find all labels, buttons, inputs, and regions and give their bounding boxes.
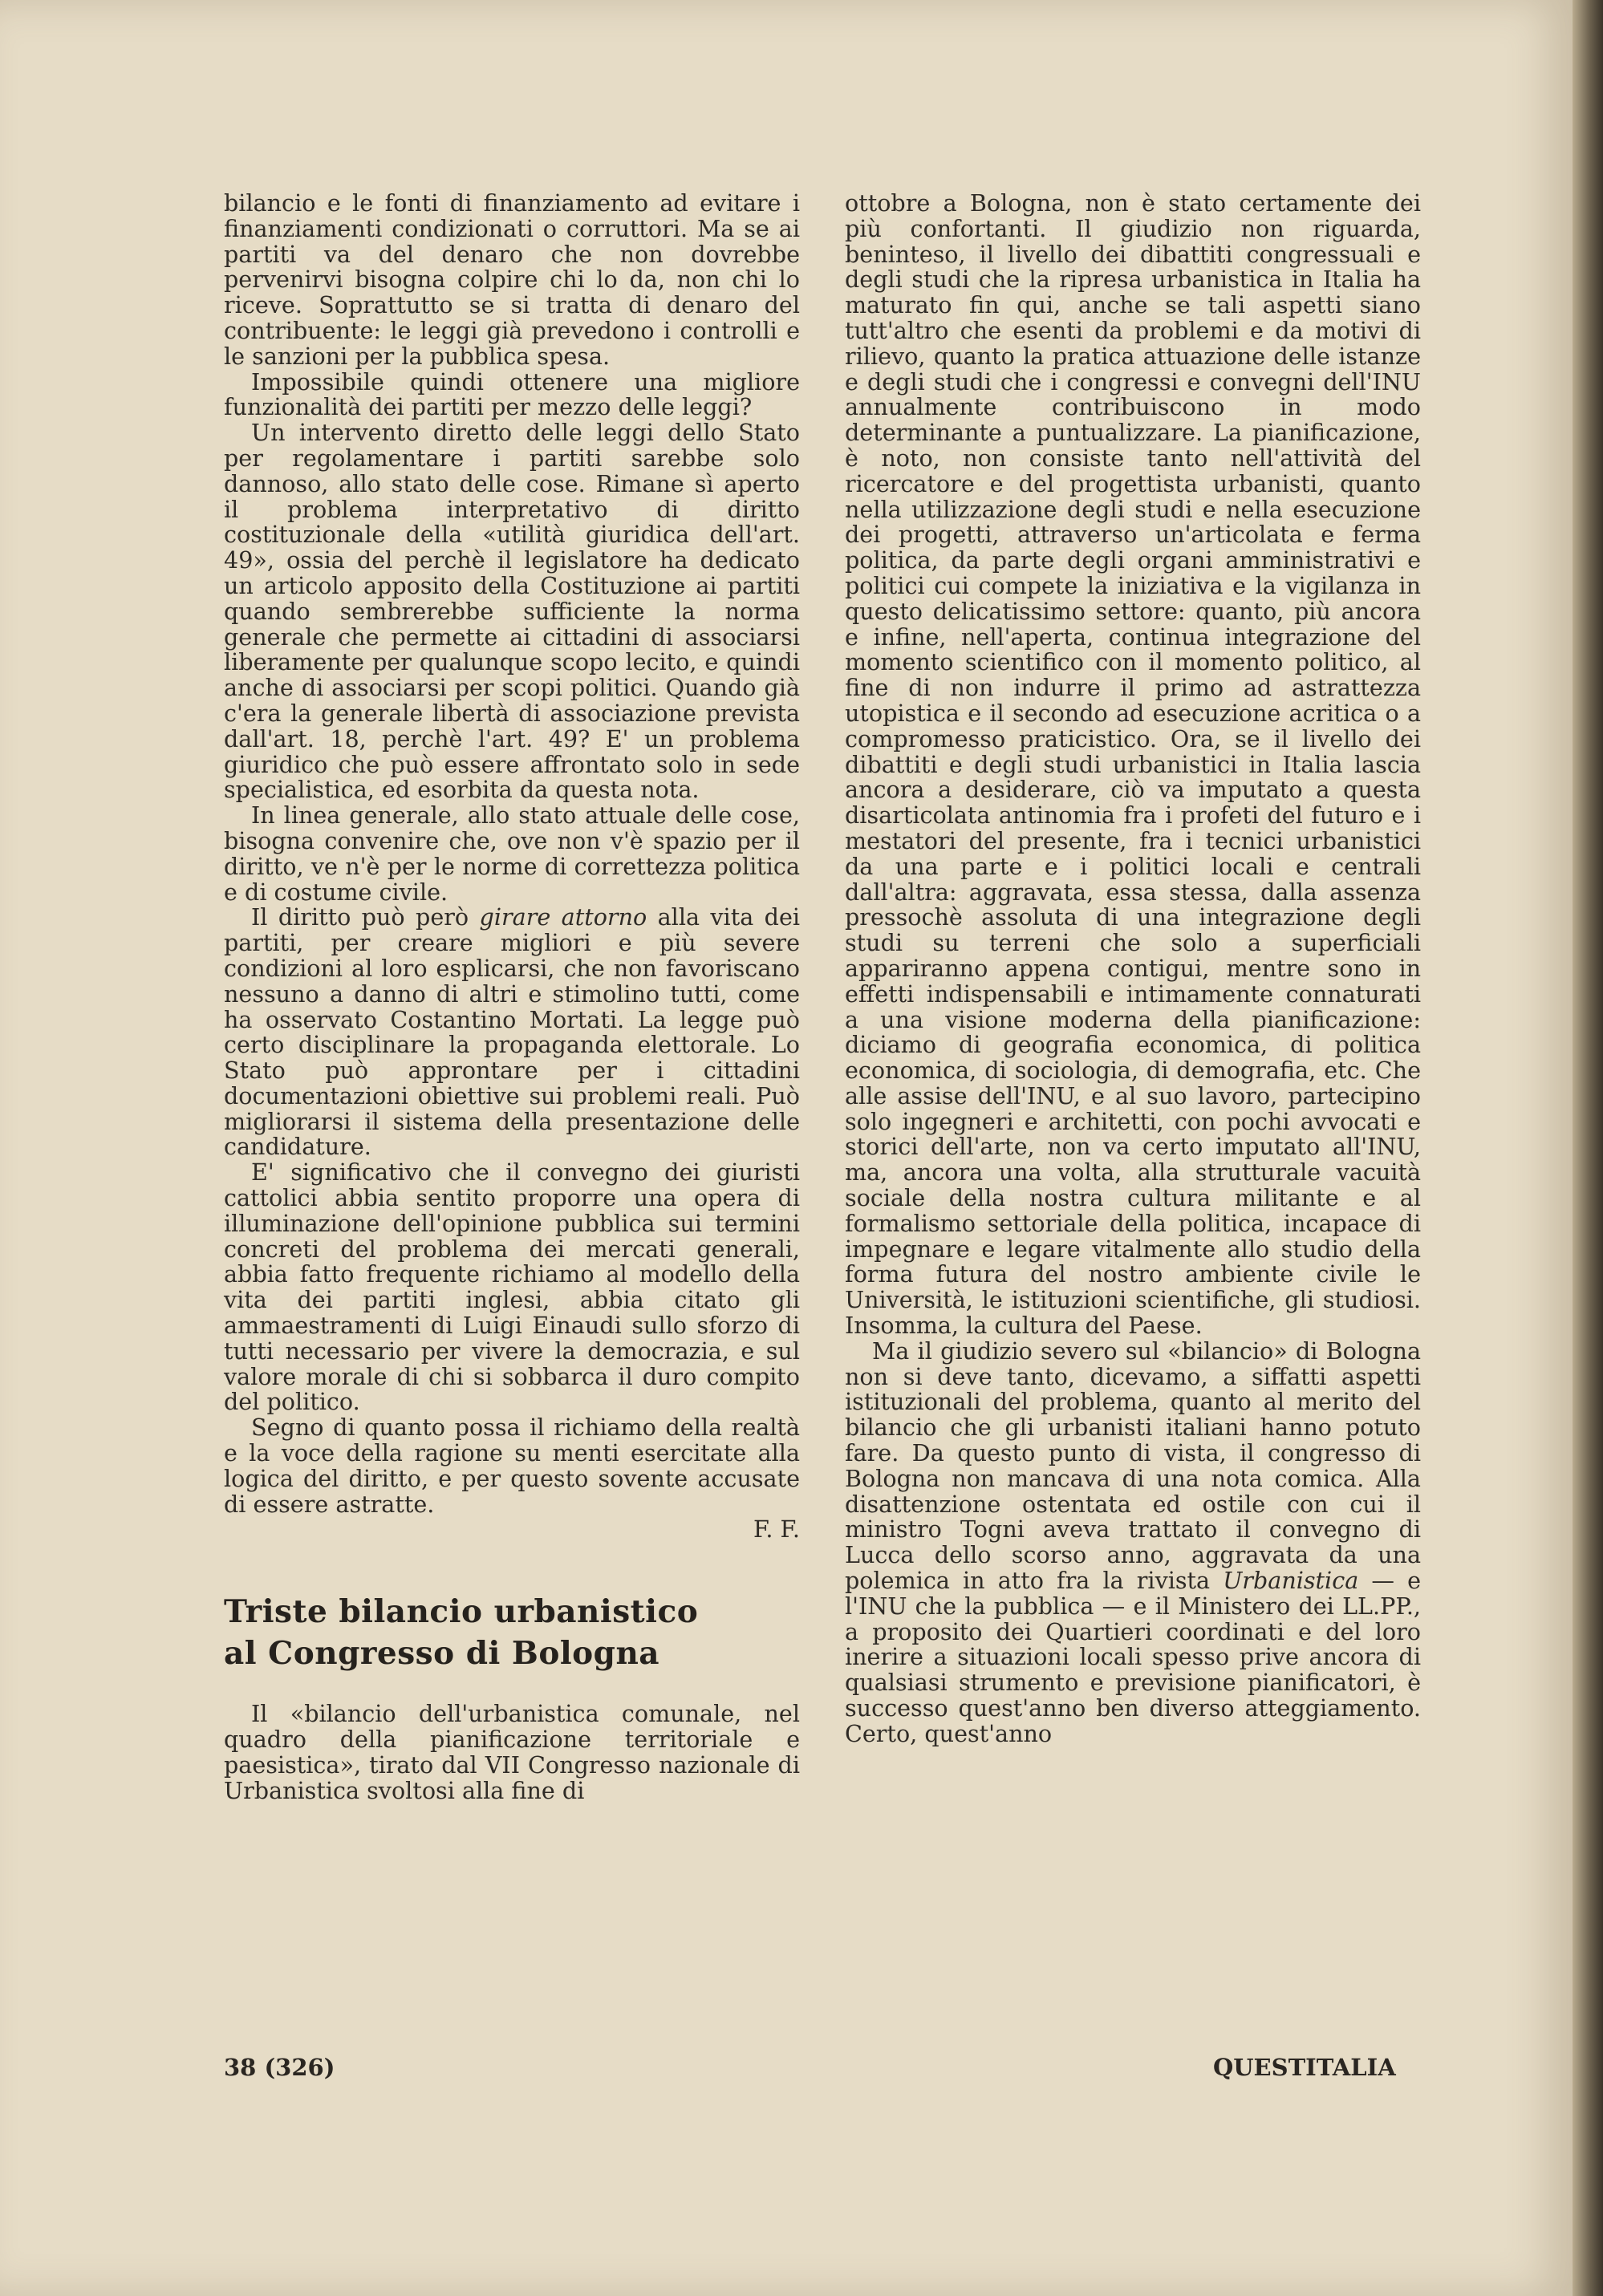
left-paragraph-5 bbox=[224, 905, 800, 1160]
left-paragraph-3: Un intervento diretto delle leggi dello Stato per regolamentare i partiti sarebbe solo dannoso, allo stato delle cose. Rimane sì aperto il problema interpretativo di diritto costituzionale della «utilità giuridica dell'art. 49», ossia del perchè il legislatore ha dedicato un articolo apposito della Costituzione ai partiti quando sembrerebbe sufficiente la norma generale che permette ai cittadini di associarsi liberamente per qualunque scopo lecito, e quindi anche di associarsi per scopi politici. Quando già c'era la generale libertà di associazione prevista dall'art. 18, perchè l'art. 49? E' un problema giuridico che può essere affrontato solo in sede specialistica, ed esorbita da questa nota. bbox=[224, 419, 800, 804]
left-paragraph-6: E' significativo che il convegno dei giuristi cattolici abbia sentito proporre una opera di illuminazione dell'opinione pubblica sui termini concreti del problema dei mercati generali, abbia fatto frequente richiamo al modello della vita dei partiti inglesi, abbia citato gli ammaestramenti di Luigi Einaudi sullo sforzo di tutti necessario per vivere la democrazia, e sul valore morale di chi si sobbarca il duro compito del politico. bbox=[224, 1158, 800, 1416]
right-column bbox=[845, 191, 1421, 1747]
left-paragraph-2: Impossibile quindi ottenere una migliore funzionalità dei partiti per mezzo delle leggi? bbox=[224, 367, 800, 421]
right-paragraph-2-pre: Ma il giudizio severo sul «bilancio» di Bologna non si deve tanto, dicevamo, a siffatti aspetti istituzionali del problema, quanto al merito del bilancio che gli urbanisti italiani hanno potuto fare. Da questo punto di vista, il congresso di Bologna non mancava di una nota comica. Alla disattenzione ostentata ed ostile con cui il ministro Togni aveva trattato il convegno di Lucca dello scorso anno, aggravata da una polemica in atto fra la rivista bbox=[845, 1337, 1421, 1595]
article-heading-line-1: Triste bilancio urbanistico bbox=[224, 1593, 699, 1631]
left-paragraph-4: In linea generale, allo stato attuale delle cose, bisogna convenire che, ove non v'è spazio per il diritto, ve n'è per le norme di correttezza politica e di costume civile. bbox=[224, 801, 800, 906]
right-paragraph-2-italic: Urbanistica bbox=[1223, 1567, 1359, 1595]
left-paragraph-5-pre: Il diritto può però bbox=[251, 903, 480, 931]
left-paragraph-5-italic: girare attorno bbox=[479, 903, 647, 931]
left-column bbox=[224, 191, 800, 1803]
left-paragraph-8: Il «bilancio dell'urbanistica comunale, nel quadro della pianificazione territoriale e paesistica», tirato dal VII Congresso nazionale di Urbanistica svoltosi alla fine di bbox=[224, 1700, 800, 1804]
right-paragraph-1: ottobre a Bologna, non è stato certamente dei più confortanti. Il giudizio non riguarda, beninteso, il livello dei dibattiti congressuali e degli studi che la ripresa urbanistica in Italia ha maturato fin qui, anche se tali aspetti siano tutt'altro che esenti da problemi e da motivi di rilievo, quanto la pratica attuazione delle istanze e degli studi che i congressi e convegni dell'INU annualmente contribuiscono in modo determinante a puntualizzare. La pianificazione, è noto, non consiste tanto nell'attività del ricercatore e del progettista urbanisti, quanto nella utilizzazione degli studi e nella esecuzione dei progetti, attraverso un'articolata e ferma politica, da parte degli organi amministrativi e politici cui compete la iniziativa e la vigilanza in questo delicatissimo settore: quanto, più ancora e infine, nell'aperta, continua integrazione del momento scientifico con il momento politico, al fine di non indurre il primo ad astrattezza utopistica e il secondo ad esecuzione acritica o a compromesso praticistico. Ora, se il livello dei dibattiti e degli studi urbanistici in Italia lascia ancora a desiderare, ciò va imputato a questa disarticolata antinomia fra i profeti del futuro e i mestatori del presente, fra i tecnici urbanistici da una parte e i politici locali e centrali dall'altra: aggravata, essa stessa, dalla assenza pressochè assoluta di una integrazione degli studi su terreni che solo a superficiali appariranno appena contigui, mentre sono in effetti indispensabili e intimamente connaturati a una visione moderna della pianificazione: diciamo di geografia economica, di politica economica, di sociologia, di demografia, etc. Che alle assise dell'INU, e al suo lavoro, partecipino solo ingegneri e architetti, con pochi avvocati e storici dell'arte, non va certo imputato all'INU, ma, ancora una volta, alla strutturale vacuità sociale della nostra cultura militante e al formalismo settoriale della politica, incapace di impegnare e legare vitalmente allo studio della forma futura del nostro ambiente civile le Università, le istituzioni scientifiche, gli studiosi. Insomma, la cultura del Paese. bbox=[845, 189, 1421, 1340]
author-signature: F. F. bbox=[753, 1515, 800, 1544]
left-paragraph-5-post: alla vita dei partiti, per creare migliori e più severe condizioni al loro esplicarsi, che non favoriscano nessuno a danno di altri e stimolino tutti, come ha osservato Costantino Mortati. La legge può certo disciplinare la propaganda elettorale. Lo Stato può approntare per i cittadini documentazioni obiettive sui problemi reali. Può migliorarsi il sistema della presentazione delle candidature. bbox=[224, 903, 801, 1161]
article-heading bbox=[224, 1591, 800, 1674]
right-paragraph-2-post: — e l'INU che la pubblica — e il Ministero dei LL.PP., a proposito dei Quartieri coordinati e del loro inerire a situazioni locali spesso prive ancora di qualsiasi strumento e previsione pianificatori, è successo quest'anno ben diverso atteggiamento. Certo, quest'anno bbox=[845, 1567, 1422, 1747]
right-paragraph-2 bbox=[845, 1339, 1421, 1747]
left-paragraph-1: bilancio e le fonti di finanziamento ad evitare i finanziamenti condizionati o corruttori. Ma se ai partiti va del denaro che non dovrebbe pervenirvi bisogna colpire chi lo da, non chi lo riceve. Soprattutto se si tratta di denaro del contribuente: le leggi già prevedono i controlli e le sanzioni per la pubblica spesa. bbox=[224, 189, 800, 370]
article-heading-line-2: al Congresso di Bologna bbox=[224, 1635, 660, 1673]
binding-spine bbox=[1573, 0, 1603, 2296]
page-number: 38 (326) bbox=[224, 2054, 335, 2081]
left-paragraph-7: Segno di quanto possa il richiamo della realtà e la voce della ragione su menti esercitate alla logica del diritto, e per questo sovente accusate di essere astratte. bbox=[224, 1414, 800, 1518]
magazine-name: QUESTITALIA bbox=[1213, 2054, 1396, 2081]
